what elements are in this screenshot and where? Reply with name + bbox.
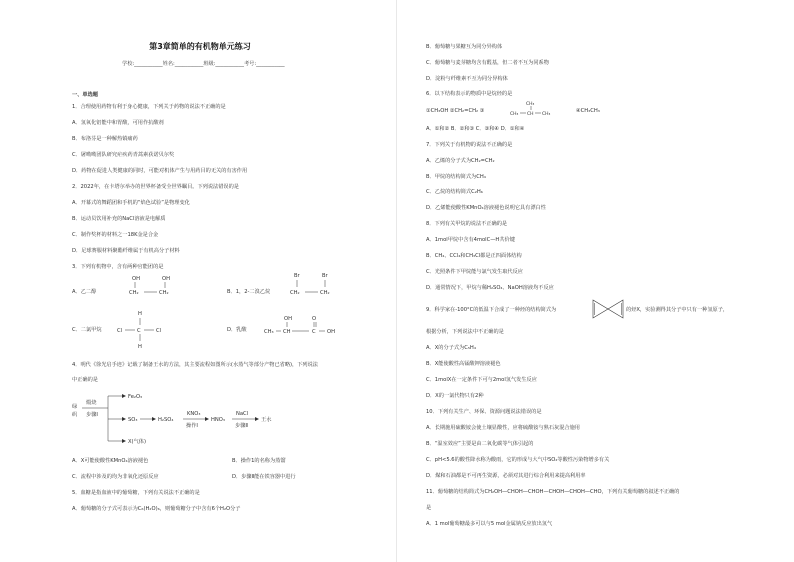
option-line: D．煤和石油都是不可再生资源，必须对其进行综合利用来提高利用率	[426, 473, 586, 479]
flow-hno3: HNO₃	[211, 417, 225, 423]
option-line: A．乙烯的分子式为CH₂=CH₂	[426, 158, 495, 164]
question-line: 根据分析，下列说法中不正确的是	[426, 329, 504, 335]
option-line: D．X的一氯代物只有2种	[426, 393, 484, 399]
c-label: C	[137, 328, 141, 334]
question-line: A．开幕式的舞蹈团和手机的“焰色试验”是物理变化	[72, 200, 190, 206]
flow-h2so4: H₂SO₄	[158, 417, 174, 423]
option-line: C．光照条件下甲烷能与氯气发生取代反应	[426, 269, 523, 275]
option-line: B．CH₄、CCl₄和CH₃Cl都是正四面体结构	[426, 253, 522, 259]
question-line: 的烃X，实验测得其分子中只有一种氢原子，	[626, 307, 729, 313]
option-line: C．流程中涉及的均为非氧化还原反应	[72, 474, 159, 480]
flow-calc-label: 煅烧	[86, 400, 97, 406]
flow-op1: 操作Ⅰ	[186, 423, 198, 429]
o-label: O	[312, 316, 317, 322]
cl-label: Cl	[156, 328, 162, 334]
question-line: C．制作奖杯的材料之一18K金是合金	[72, 232, 159, 238]
student-info-line: 学校:___________姓名:___________班级:___________考号:___________	[122, 61, 285, 67]
option-line: C．pH<5.6的酸性降水称为酸雨，它的形成与大气中SO₂等酸性污染物增多有关	[426, 457, 610, 463]
flow-step1-label: 步骤Ⅰ	[86, 412, 98, 418]
question-line: 4．明代《徐光启手迹》记载了制备王水的方法，其主要流程如图所示(水蒸气等部分产物已省略)，下列说法	[72, 362, 318, 368]
question-line: 2．2022年，在卡塔尔举办的世界杯备受全世界瞩目。下列说法错误的是	[72, 184, 239, 190]
option-line: B．操作1的名称为蒸馏	[232, 458, 286, 464]
oh-label: OH	[162, 276, 170, 282]
option-line: B．甲烷的结构简式为CH₄	[426, 174, 486, 180]
ch2-label: CH₂	[320, 290, 330, 296]
ch-label: CH	[283, 329, 291, 335]
option-line: D．步骤Ⅱ能在铁容器中进行	[232, 474, 296, 480]
option-line: B．“温室效应”主要是由二氧化碳等气体引起的	[426, 441, 534, 447]
q6-item-4: ④CH₃CH₃	[576, 108, 600, 114]
option-d-label: D．乳酸	[227, 327, 247, 333]
question-line: A．氢氧化铝能中和胃酸，可用作抗酸剂	[72, 120, 164, 126]
question-line: 9．科学家在-100°C的低温下合成了一种烃的结构简式为	[426, 307, 557, 313]
option-b-label: B．1，2-二溴乙烷	[227, 289, 271, 295]
flow-start-label: 矾	[72, 412, 78, 418]
flow-so3: SO₃	[128, 417, 138, 423]
question-line: 1．合理使用药物有利于身心健康，下列关于药物的说法不正确的是	[72, 104, 226, 110]
ch3-label: CH₃	[526, 102, 535, 107]
question-line: D．药物在促进人类健康的同时，可能对机体产生与用药目的无关的有害作用	[72, 168, 248, 174]
ch3-label: CH₃	[264, 329, 274, 335]
br-label: Br	[322, 273, 328, 279]
question-line: 7．下列关于有机物的说法不正确的是	[426, 142, 513, 148]
option-line: A．①和② B．②和③ C．③和④ D．①和④	[426, 126, 525, 132]
question-line: 8．下列有关甲烷的说法不正确的是	[426, 221, 508, 227]
question-line: B．运动员饮用补充的NaCl溶液是电解质	[72, 216, 166, 222]
q3-structures	[72, 272, 392, 362]
ch2-label: CH₂	[290, 290, 300, 296]
question-line: C．屠呦呦团队研究疟疾药青蒿素获诺贝尔奖	[72, 152, 175, 158]
option-line: A．X的分子式为C₅H₄	[426, 345, 476, 351]
section-heading: 一、单选题	[72, 92, 98, 98]
question-line: 中正确的是	[72, 377, 98, 383]
option-line: D．淀粉与纤维素不互为同分异构体	[426, 76, 508, 82]
ch3-label: CH₃	[510, 112, 519, 117]
h-label: H	[138, 311, 142, 317]
option-line: B．葡萄糖与果糖互为同分异构体	[426, 44, 503, 50]
flow-start-label: 绿	[72, 404, 78, 410]
q9-structure	[592, 298, 624, 320]
flow-step2: 步骤Ⅱ	[235, 423, 248, 429]
question-line: 5．血糖是指血液中的葡萄糖，下列有关说法不正确的是	[72, 490, 200, 496]
flow-wangshui: 王水	[261, 417, 272, 423]
q6-items: ①CH₃OH ②CH₂=CH₂ ③	[426, 108, 485, 114]
flow-nacl: NaCl	[236, 411, 249, 417]
option-line: A．1 mol葡萄糖最多可以与5 mol金属钠反应放出氢气	[426, 521, 553, 527]
flow-kno3: KNO₃	[187, 411, 201, 417]
question-line: 6．以下结构表示的物质中是烷烃的是	[426, 91, 513, 97]
option-line: C．1molX在一定条件下可与2mol氢气发生反应	[426, 377, 537, 383]
oh-label: OH	[132, 276, 140, 282]
column-divider	[396, 0, 397, 562]
oh-label: OH	[327, 329, 335, 335]
question-line: 10．下列有关生产、环保、资源问题说法错误的是	[426, 409, 542, 415]
option-line: D．通常情况下，甲烷与稀H₂SO₄、NaOH溶液均不反应	[426, 285, 554, 291]
question-line: 11．葡萄糖的结构简式为CH₂OH—CHOH—CHOH—CHOH—CHOH—CHO，下列有关葡萄糖的叙述不正确的	[426, 489, 680, 495]
h-label: H	[138, 344, 142, 350]
flow-xgas: X(气体)	[128, 439, 146, 445]
c-label: C	[312, 329, 316, 335]
option-line: A．1mol甲烷中含有4molC—H共价键	[426, 237, 515, 243]
ch2-label: CH₂	[129, 290, 139, 296]
cl-label: Cl	[117, 328, 123, 334]
question-line: B．布洛芬是一种解热镇痛药	[72, 136, 138, 142]
option-line: C．葡萄糖与麦芽糖均含有醛基，但二者不互为同系物	[426, 60, 549, 66]
option-line: A．长期施用硫酸铵会使土壤显酸性，应将硫酸铵与熟石灰混合施用	[426, 425, 580, 431]
flow-fe2o3: Fe₂O₃	[128, 394, 143, 400]
question-line: A．葡萄糖的分子式可表示为C₆(H₂O)₆，则葡萄糖分子中含有6个H₂O分子	[72, 506, 241, 512]
option-line: A．X可能使酸性KMnO₄溶液褪色	[72, 458, 149, 464]
ch2-label: CH₂	[159, 290, 169, 296]
left-column	[10, 0, 390, 562]
question-line: D．足球赛服材料聚酯纤维属于有机高分子材料	[72, 248, 180, 254]
ch-label: CH	[527, 112, 534, 117]
ch3-label: CH₃	[542, 112, 551, 117]
question-line: 是	[426, 505, 432, 511]
option-a-label: A．乙二醇	[72, 289, 97, 295]
option-line: D．乙烯能使酸性KMnO₄溶液褪色说明它具有漂白性	[426, 205, 546, 211]
question-line: 3．下列有机物中，含有两种官能团的是	[72, 264, 164, 270]
oh-label: OH	[284, 316, 292, 322]
option-line: C．乙烷的结构简式C₂H₆	[426, 189, 483, 195]
br-label: Br	[294, 273, 300, 279]
document-title: 第3章简单的有机物单元练习	[149, 42, 251, 51]
option-line: B．X能使酸性高锰酸钾溶液褪色	[426, 361, 501, 367]
q6-structure	[510, 100, 570, 120]
right-column	[400, 0, 780, 562]
q4-flow-diagram	[72, 388, 392, 452]
option-c-label: C．二氯甲烷	[72, 327, 102, 333]
